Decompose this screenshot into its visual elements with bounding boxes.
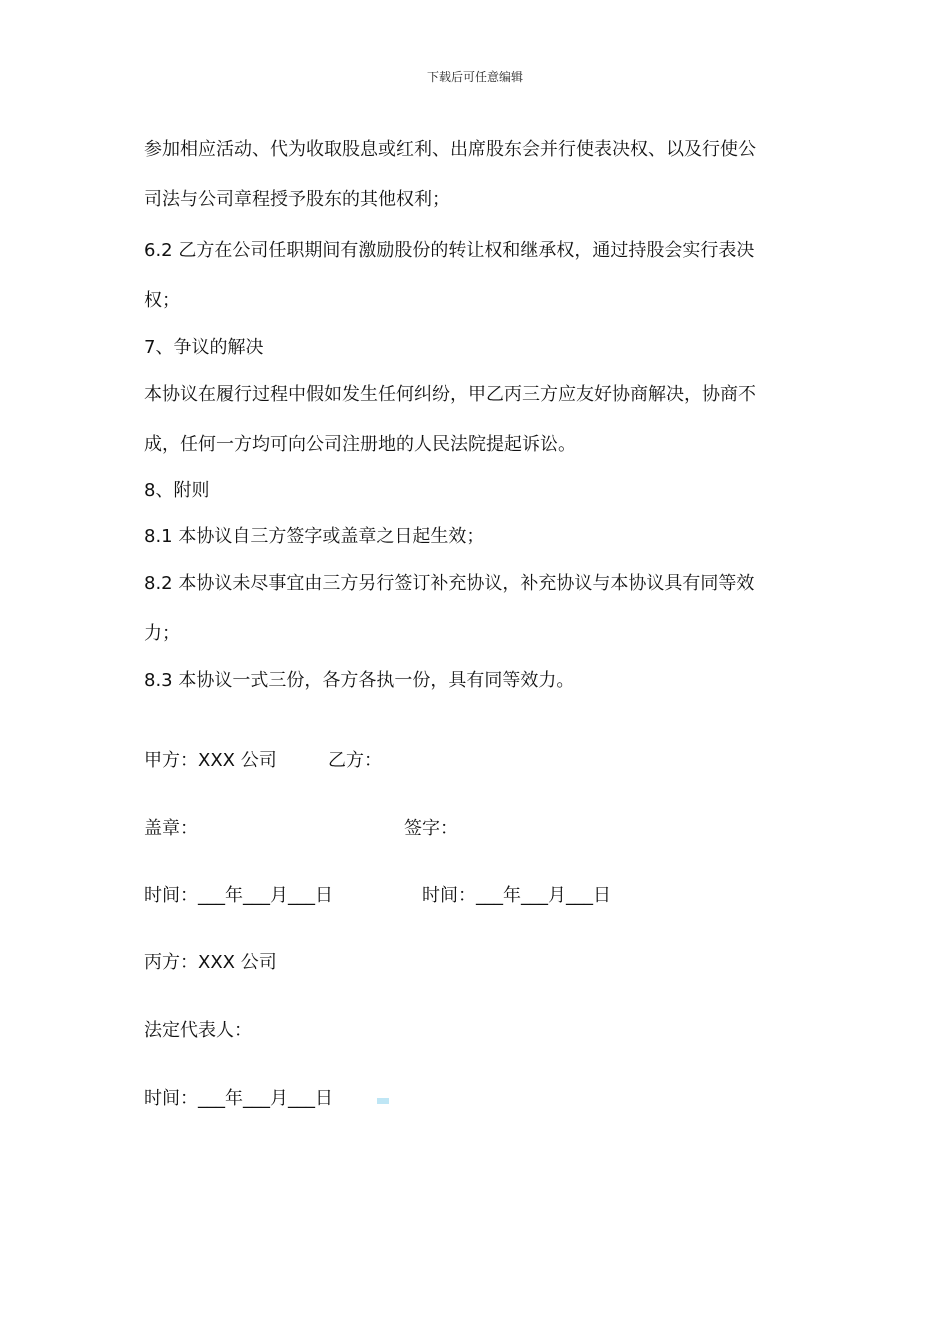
party-c-label: 丙方：XXX 公司 (144, 952, 277, 973)
party-b-label: 乙方： (328, 750, 382, 771)
seal-label: 盖章： (144, 818, 198, 839)
body-line-2: 司法与公司章程授予股东的其他权利； (144, 189, 450, 210)
section-7-heading: 7、争议的解决 (144, 337, 264, 358)
clause-8-3: 8.3 本协议一式三份，各方各执一份，具有同等效力。 (144, 670, 575, 691)
body-line-1: 参加相应活动、代为收取股息或红利、出席股东会并行使表决权、以及行使公 (144, 139, 756, 160)
date-a: 时间：___年___月___日 (144, 885, 333, 906)
clause-8-2-cont: 力； (144, 623, 180, 644)
page-header: 下载后可任意编辑 (426, 70, 523, 84)
section-7-text: 本协议在履行过程中假如发生任何纠纷，甲乙丙三方应友好协商解决，协商不 (144, 384, 756, 405)
section-7-text-cont: 成，任何一方均可向公司注册地的人民法院提起诉讼。 (144, 434, 576, 455)
legal-rep-label: 法定代表人： (144, 1020, 252, 1041)
clause-8-1: 8.1 本协议自三方签字或盖章之日起生效； (144, 526, 485, 547)
text-cursor-marker (377, 1098, 389, 1104)
date-c: 时间：___年___月___日 (144, 1088, 333, 1109)
sign-label: 签字： (404, 818, 458, 839)
section-8-heading: 8、附则 (144, 480, 210, 501)
clause-6-2: 6.2 乙方在公司任职期间有激励股份的转让权和继承权，通过持股会实行表决 (144, 240, 755, 261)
date-b: 时间：___年___月___日 (422, 885, 611, 906)
clause-8-2: 8.2 本协议未尽事宜由三方另行签订补充协议，补充协议与本协议具有同等效 (144, 573, 755, 594)
party-a-label: 甲方：XXX 公司 (144, 750, 277, 771)
clause-6-2-cont: 权； (144, 290, 180, 311)
